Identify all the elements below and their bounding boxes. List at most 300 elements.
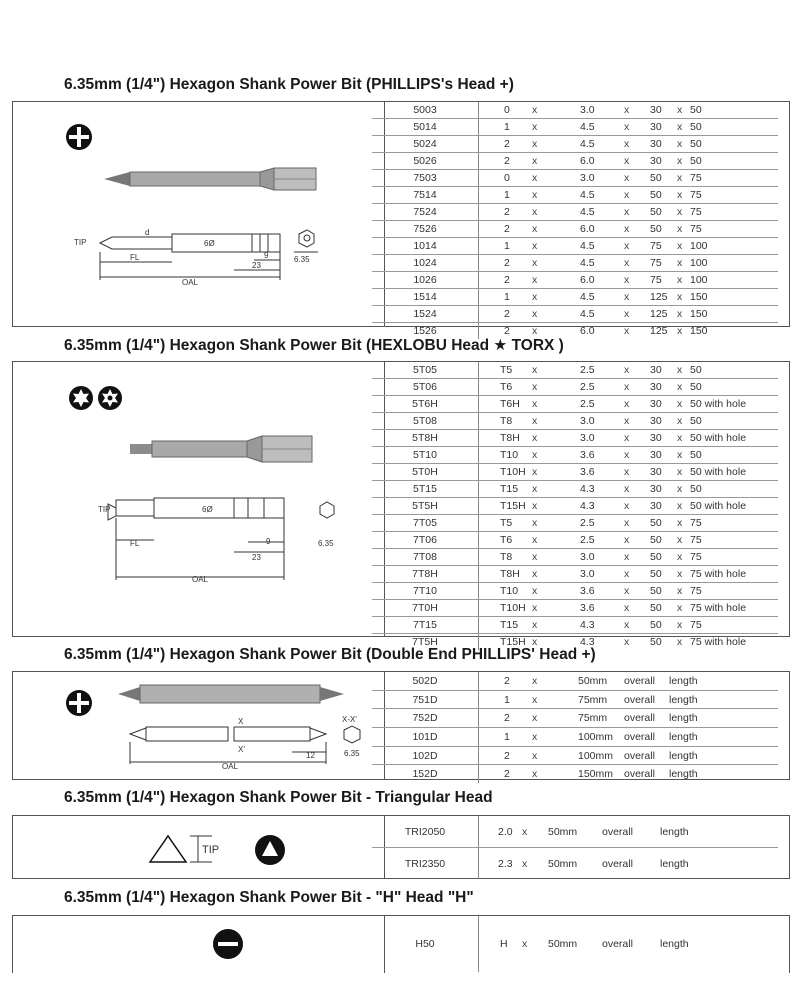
spec-value: 3.0 [580,172,595,184]
spec-value: 100mm [578,730,614,743]
spec-value: 75 with hole [690,636,747,648]
spec-value: 50mm [548,857,578,870]
spec-value: 75 [690,619,702,631]
part-number: 5T0H [412,466,438,478]
times-mark: x [677,274,683,286]
times-mark: x [532,693,538,706]
spec-value: 1 [504,730,510,743]
times-mark: x [677,636,683,648]
times-mark: x [624,534,630,546]
times-mark: x [624,517,630,529]
times-mark: x [624,223,630,235]
spec-value: 30 [650,381,662,393]
spec-value: 50 with hole [690,398,747,410]
spec-value: 2 [504,749,510,762]
spec-value: 2.3 [498,857,513,870]
part-number: 1514 [413,291,437,303]
triangle-outline-icon [150,836,186,862]
part-number: 5T6H [412,398,438,410]
spec-value: T8H [500,432,520,444]
spec-value: 30 [650,483,662,495]
label-x: X [238,717,244,726]
times-mark: x [677,206,683,218]
spec-value: 6.0 [580,325,595,337]
spec-value: 50mm [548,825,578,838]
table-row [372,238,778,255]
spec-value: 1 [504,121,510,133]
spec-value: 100 [690,240,708,252]
table-row [372,481,778,498]
spec-value: 1 [504,693,510,706]
spec-value: 2 [504,206,510,218]
part-number: 7524 [413,206,437,218]
times-mark: x [677,619,683,631]
spec-value: 50 [690,121,702,133]
part-number: 1524 [413,308,437,320]
times-mark: x [532,483,538,495]
part-number: 7T8H [412,568,438,580]
times-mark: x [624,257,630,269]
spec-value: 100 [690,257,708,269]
part-number: 752D [412,712,438,725]
part-number: 7T0H [412,602,438,614]
spec-value: 75 [650,274,662,286]
spec-value: T15 [500,619,519,631]
spec-value: 50 [650,206,662,218]
spec-value: 50 [690,364,702,376]
torx-label-fl: FL [130,539,140,548]
table-row [372,498,778,515]
times-mark: x [532,636,538,648]
spec-value: 2.5 [580,364,595,376]
spec-value: 30 [650,415,662,427]
spec-value: overall [624,749,655,762]
times-mark: x [624,381,630,393]
spec-value: 2 [504,257,510,269]
label-12: 12 [306,751,315,760]
torx-spec-table [372,362,778,650]
section-title-torx: 6.35mm (1/4") Hexagon Shank Power Bit (HEXLOBU Head ★ TORX ) [64,337,564,354]
section-title-h-head: 6.35mm (1/4") Hexagon Shank Power Bit - "H" Head "H" [64,889,474,906]
spec-value: 50 [690,449,702,461]
spec-value: 75 with hole [690,568,747,580]
spec-value: 4.5 [580,291,595,303]
part-number: 7514 [413,189,437,201]
spec-value: 50 [650,568,662,580]
phillips-head-icon [66,124,92,150]
times-mark: x [624,568,630,580]
spec-value: 3.6 [580,585,595,597]
part-number: 1014 [413,240,437,252]
h-head-spec-table [372,916,778,972]
table-row [372,413,778,430]
times-mark: x [532,104,538,116]
times-mark: x [624,619,630,631]
spec-value: 100 [690,274,708,286]
spec-value: 2.5 [580,534,595,546]
times-mark: x [532,364,538,376]
torx-label-oal: OAL [192,575,209,584]
table-row [372,362,778,379]
spec-value: 4.5 [580,121,595,133]
section-title-phillips: 6.35mm (1/4") Hexagon Shank Power Bit (PHILLIPS's Head +) [64,76,514,93]
part-number: 5T10 [413,449,437,461]
spec-value: 2 [504,712,510,725]
spec-value: 30 [650,138,662,150]
spec-value: 6.0 [580,155,595,167]
times-mark: x [532,619,538,631]
spec-value: 50 [650,223,662,235]
part-number: 7503 [413,172,437,184]
times-mark: x [532,602,538,614]
spec-value: 30 [650,500,662,512]
spec-value: 4.5 [580,138,595,150]
table-row [372,255,778,272]
times-mark: x [532,585,538,597]
times-mark: x [532,551,538,563]
spec-value: 100mm [578,749,614,762]
spec-value: 50 [650,585,662,597]
times-mark: x [677,568,683,580]
times-mark: x [532,121,538,133]
times-mark: x [677,364,683,376]
spec-value: 30 [650,432,662,444]
triangular-bit-illustration [12,816,372,878]
spec-value: T6 [500,534,513,546]
table-row [372,672,778,691]
section-title-double-end: 6.35mm (1/4") Hexagon Shank Power Bit (Double End PHILLIPS' Head +) [64,646,596,663]
double-end-bit-photo [118,685,344,703]
spec-value: 150 [690,325,708,337]
spec-value: length [669,768,698,781]
times-mark: x [532,308,538,320]
times-mark: x [624,466,630,478]
table-row [372,816,778,848]
table-row [372,747,778,766]
spec-value: 3.6 [580,466,595,478]
times-mark: x [532,381,538,393]
spec-value: H [500,938,508,950]
table-row [372,289,778,306]
spec-value: T10 [500,449,519,461]
spec-value: overall [602,857,633,870]
table-row [372,306,778,323]
times-mark: x [532,712,538,725]
spec-value: 4.5 [580,206,595,218]
times-mark: x [532,500,538,512]
spec-value: 125 [650,325,668,337]
part-number: 5003 [413,104,437,116]
h-bit-illustration [12,916,372,972]
table-row [372,170,778,187]
spec-value: 150 [690,308,708,320]
spec-value: 50 [690,138,702,150]
torx-label-23: 23 [252,553,261,562]
times-mark: x [624,500,630,512]
spec-value: 75 [690,534,702,546]
spec-value: 50 [650,517,662,529]
spec-value: 1 [504,240,510,252]
double-phillips-head-icon [66,690,92,716]
part-number: 1024 [413,257,437,269]
spec-value: 75 [690,172,702,184]
part-number: 5026 [413,155,437,167]
label-23: 23 [252,261,261,270]
times-mark: x [532,257,538,269]
spec-value: 50 with hole [690,432,747,444]
times-mark: x [624,449,630,461]
part-number: 101D [412,730,438,743]
spec-value: 4.5 [580,308,595,320]
spec-value: 3.6 [580,449,595,461]
part-number: 7526 [413,223,437,235]
triangular-head-icon [255,835,285,865]
spec-value: 50 [650,189,662,201]
spec-value: T8 [500,551,513,563]
times-mark: x [677,483,683,495]
double-label-oal: OAL [222,762,239,771]
spec-value: 3.0 [580,432,595,444]
times-mark: x [532,534,538,546]
table-row [372,583,778,600]
times-mark: x [677,138,683,150]
torx-hole-head-icon [98,386,122,410]
spec-value: 30 [650,155,662,167]
spec-value: overall [602,938,633,950]
table-row [372,566,778,583]
spec-value: 50 with hole [690,500,747,512]
times-mark: x [624,104,630,116]
times-mark: x [677,432,683,444]
spec-value: 30 [650,466,662,478]
table-row [372,728,778,747]
spec-value: 30 [650,449,662,461]
spec-value: 3.0 [580,104,595,116]
table-row [372,464,778,481]
triangular-label-tip: TIP [202,844,220,856]
spec-value: overall [602,825,633,838]
spec-value: 2.5 [580,398,595,410]
double-end-bit-drawing [130,726,360,764]
spec-value: T10 [500,585,519,597]
times-mark: x [532,325,538,337]
h-head-icon [213,929,243,959]
spec-value: 1 [504,189,510,201]
label-tip: TIP [74,238,87,247]
times-mark: x [677,189,683,201]
times-mark: x [677,585,683,597]
spec-value: overall [624,693,655,706]
table-row [372,848,778,879]
double-end-spec-table [372,672,778,783]
spec-value: 2 [504,308,510,320]
times-mark: x [624,274,630,286]
phillips-bit-photo [104,168,316,190]
torx-label-dia: 6Ø [202,505,213,514]
spec-value: 4.3 [580,619,595,631]
label-fl: FL [130,253,140,262]
spec-value: 125 [650,291,668,303]
times-mark: x [532,768,538,781]
times-mark: x [532,398,538,410]
times-mark: x [677,325,683,337]
table-row [372,691,778,710]
spec-value: 2.5 [580,517,595,529]
times-mark: x [624,551,630,563]
times-mark: x [532,223,538,235]
part-number: 5T06 [413,381,437,393]
spec-value: 2 [504,674,510,687]
table-row [372,617,778,634]
spec-value: 2 [504,325,510,337]
torx-bit-illustration [12,362,372,636]
table-row [372,916,778,972]
spec-value: 0 [504,172,510,184]
times-mark: x [532,466,538,478]
double-label-hex: 6.35 [344,749,360,758]
part-number: TRI2050 [404,825,446,838]
times-mark: x [677,551,683,563]
table-row [372,379,778,396]
spec-value: 4.3 [580,636,595,648]
spec-value: 150mm [578,768,614,781]
spec-value: 50 [650,636,662,648]
times-mark: x [624,325,630,337]
spec-value: T5 [500,517,513,529]
times-mark: x [532,240,538,252]
part-number: 1026 [413,274,437,286]
part-number: 7T15 [413,619,437,631]
spec-value: T15H [500,636,526,648]
times-mark: x [677,602,683,614]
times-mark: x [522,938,528,950]
spec-value: 2 [504,223,510,235]
table-row [372,272,778,289]
spec-value: 4.3 [580,483,595,495]
label-d: d [145,228,150,237]
spec-value: 75 [690,206,702,218]
torx-bit-drawing [108,498,334,580]
label-oal: OAL [182,278,199,287]
times-mark: x [624,240,630,252]
spec-value: 30 [650,398,662,410]
times-mark: x [532,189,538,201]
table-row [372,515,778,532]
table-row [372,153,778,170]
spec-value: T10H [500,602,526,614]
times-mark: x [532,172,538,184]
table-row [372,549,778,566]
table-row [372,532,778,549]
spec-value: overall [624,674,655,687]
spec-value: length [660,857,689,870]
double-end-bit-illustration [12,672,372,779]
part-number: 5014 [413,121,437,133]
spec-value: 50 with hole [690,466,747,478]
table-row [372,221,778,238]
table-row [372,430,778,447]
label-hex: 6.35 [294,255,310,264]
table-row [372,709,778,728]
times-mark: x [677,500,683,512]
spec-value: 50 [690,104,702,116]
spec-value: overall [624,730,655,743]
times-mark: x [532,517,538,529]
spec-value: 50 [650,602,662,614]
spec-value: 50 [650,619,662,631]
times-mark: x [532,749,538,762]
spec-value: 50 [690,415,702,427]
times-mark: x [677,449,683,461]
part-number: 7T5H [412,636,438,648]
spec-value: 30 [650,364,662,376]
part-number: 5T5H [412,500,438,512]
spec-value: length [660,825,689,838]
times-mark: x [624,155,630,167]
spec-value: 2 [504,768,510,781]
times-mark: x [624,432,630,444]
part-number: 5T05 [413,364,437,376]
label-xx: X-X' [342,715,357,724]
part-number: 5T08 [413,415,437,427]
spec-value: 75 [690,223,702,235]
spec-value: 50 [690,381,702,393]
times-mark: x [532,432,538,444]
part-number: 502D [412,674,438,687]
spec-value: T15 [500,483,519,495]
times-mark: x [532,155,538,167]
times-mark: x [624,308,630,320]
spec-value: 75mm [578,712,608,725]
spec-value: 1 [504,291,510,303]
spec-value: length [660,938,689,950]
spec-value: 3.6 [580,602,595,614]
spec-value: 6.0 [580,223,595,235]
times-mark: x [624,415,630,427]
spec-value: 30 [650,121,662,133]
times-mark: x [624,636,630,648]
times-mark: x [677,104,683,116]
times-mark: x [522,825,528,838]
spec-value: 75 with hole [690,602,747,614]
table-row [372,119,778,136]
spec-value: T15H [500,500,526,512]
spec-value: 50 [690,155,702,167]
spec-value: 2 [504,155,510,167]
times-mark: x [677,121,683,133]
times-mark: x [624,602,630,614]
spec-value: length [669,730,698,743]
triangular-spec-table [372,816,778,879]
spec-value: 3.0 [580,415,595,427]
spec-value: length [669,674,698,687]
times-mark: x [522,857,528,870]
spec-value: 6.0 [580,274,595,286]
times-mark: x [677,240,683,252]
torx-label-tip: TIP [98,505,111,514]
part-number: TRI2350 [404,857,446,870]
part-number: 7T08 [413,551,437,563]
spec-value: 3.0 [580,551,595,563]
spec-value: 150 [690,291,708,303]
spec-value: 4.5 [580,240,595,252]
times-mark: x [677,466,683,478]
times-mark: x [532,274,538,286]
spec-value: overall [624,768,655,781]
spec-value: 50 [650,534,662,546]
times-mark: x [624,291,630,303]
spec-value: 3.0 [580,568,595,580]
